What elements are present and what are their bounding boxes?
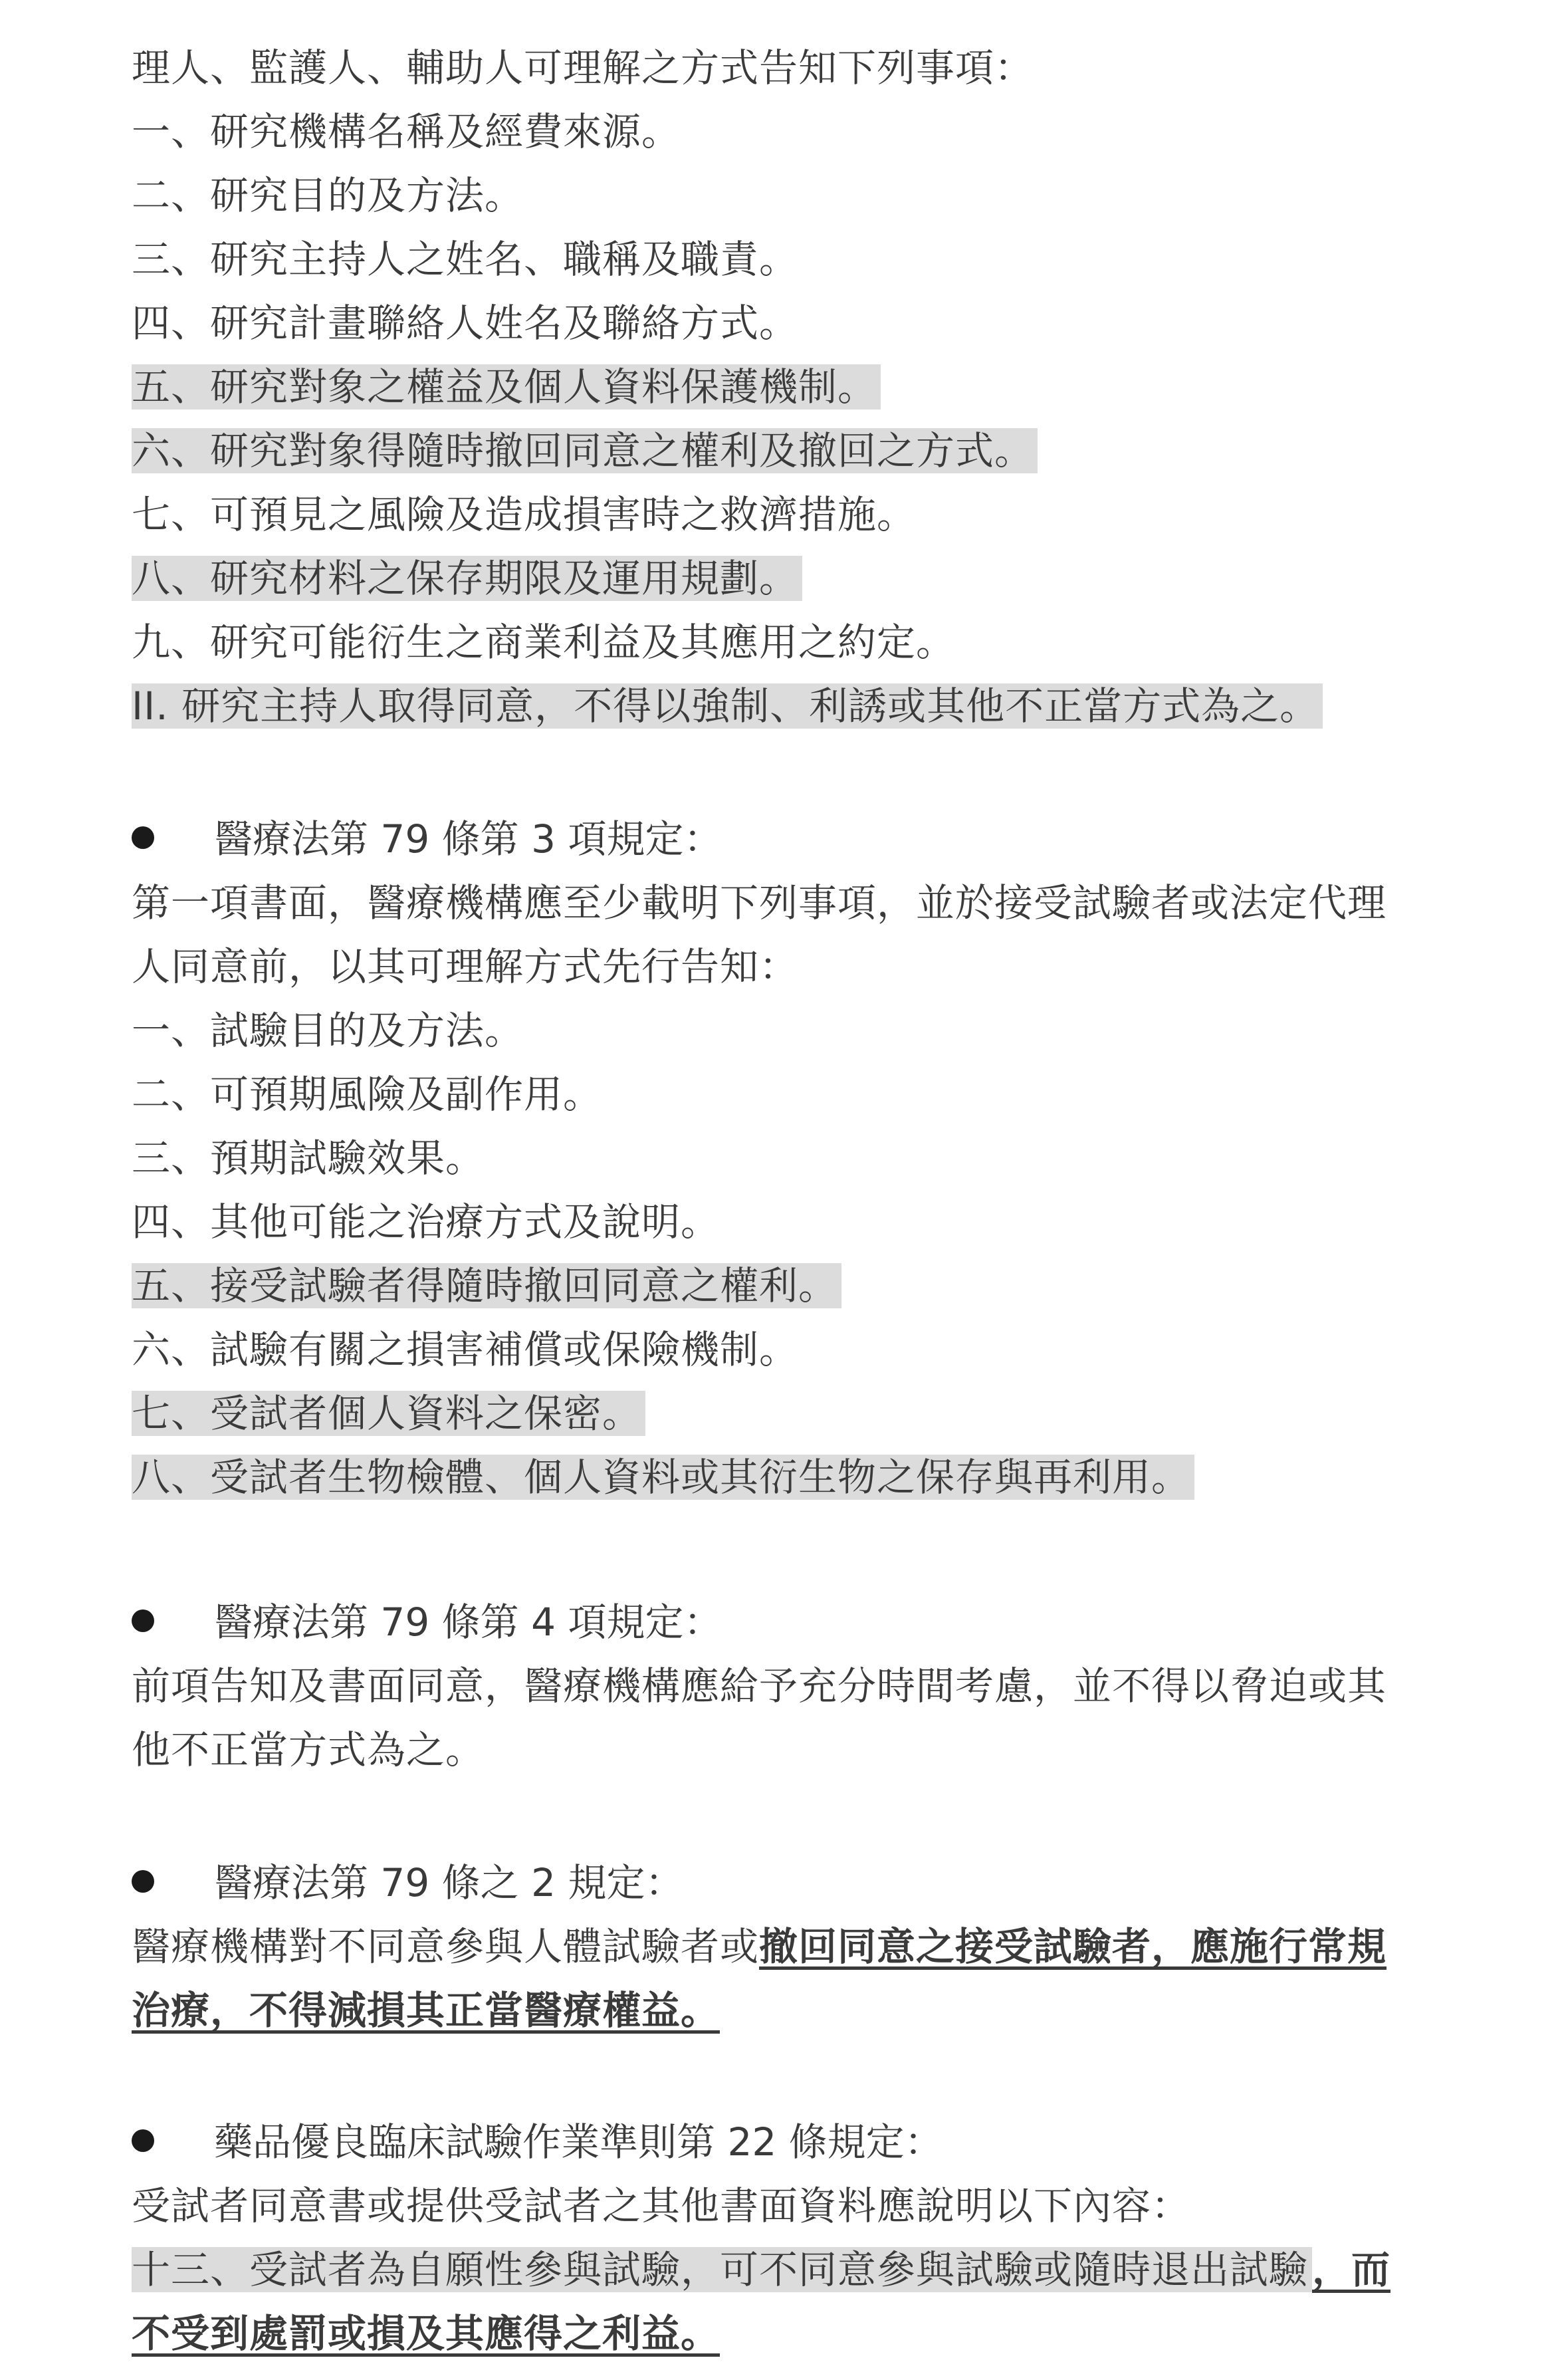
highlight: 五、接受試驗者得隨時撤回同意之權利。 — [132, 1263, 841, 1308]
bullet-icon — [132, 2129, 154, 2152]
bullet-icon — [132, 1870, 154, 1893]
highlight: 五、研究對象之權益及個人資料保護機制。 — [132, 364, 881, 410]
section2-heading — [132, 812, 722, 866]
highlight: 七、受試者個人資料之保密。 — [132, 1391, 645, 1436]
section1-item-2: 二、研究目的及方法。 — [132, 173, 524, 218]
section1-item-8 — [132, 552, 802, 605]
highlight: 六、研究對象得隨時撤回同意之權利及撤回之方式。 — [132, 428, 1038, 473]
section2-item-2: 二、可預期風險及副作用。 — [132, 1072, 603, 1117]
section3-heading-text: 醫療法第 79 條第 4 項規定： — [214, 1600, 722, 1645]
section2-item-1: 一、試驗目的及方法。 — [132, 1008, 524, 1053]
section5-heading — [132, 2115, 943, 2169]
section1-item-ii — [132, 679, 1323, 733]
section3-heading — [132, 1596, 722, 1649]
section4-para-line1 — [132, 1920, 1387, 1973]
section1-item-6 — [132, 424, 1038, 477]
section1-item-9: 九、研究可能衍生之商業利益及其應用之約定。 — [132, 620, 956, 665]
highlight: 八、研究材料之保存期限及運用規劃。 — [132, 556, 802, 601]
highlight: II. 研究主持人取得同意，不得以強制、利誘或其他不正當方式為之。 — [132, 683, 1323, 729]
section2-item-7 — [132, 1387, 645, 1440]
highlight: 十三、受試者為自願性參與試驗，可不同意參與試驗或隨時退出試驗 — [132, 2247, 1312, 2292]
section3-para-line1: 前項告知及書面同意，醫療機構應給予充分時間考慮，並不得以脅迫或其 — [132, 1663, 1387, 1709]
section5-heading-text: 藥品優良臨床試驗作業準則第 22 條規定： — [214, 2119, 943, 2165]
section1-item-4: 四、研究計畫聯絡人姓名及聯絡方式。 — [132, 300, 799, 346]
section1-intro: 理人、監護人、輔助人可理解之方式告知下列事項： — [132, 45, 1034, 90]
section4-para-emphasis: 撤回同意之接受試驗者，應施行常規 — [759, 1924, 1387, 1969]
bullet-icon — [132, 826, 154, 849]
section2-item-4: 四、其他可能之治療方式及說明。 — [132, 1199, 721, 1245]
section2-item-5 — [132, 1259, 841, 1312]
section2-para-line2: 人同意前，以其可理解方式先行告知： — [132, 944, 799, 989]
section1-item-1: 一、研究機構名稱及經費來源。 — [132, 109, 681, 154]
section4-para-plain: 醫療機構對不同意參與人體試驗者或 — [132, 1924, 760, 1969]
section1-item-5 — [132, 360, 881, 414]
section2-item-6: 六、試驗有關之損害補償或保險機制。 — [132, 1327, 799, 1372]
section2-heading-text: 醫療法第 79 條第 3 項規定： — [214, 816, 722, 862]
section5-item-13-emphasis: 不受到處罰或損及其應得之利益。 — [132, 2311, 721, 2356]
section1-item-3: 三、研究主持人之姓名、職稱及職責。 — [132, 237, 799, 282]
bullet-icon — [132, 1609, 154, 1632]
section4-para-emphasis: 治療，不得減損其正當醫療權益。 — [132, 1988, 721, 2033]
section4-para-line2 — [132, 1984, 720, 2037]
section4-heading-text: 醫療法第 79 條之 2 規定： — [214, 1860, 684, 1905]
section4-heading — [132, 1856, 683, 1909]
section5-item-13-line2 — [132, 2307, 720, 2360]
section3-para-line2: 他不正當方式為之。 — [132, 1727, 485, 1772]
section1-item-7: 七、可預見之風險及造成損害時之救濟措施。 — [132, 492, 917, 537]
section5-para-line1: 受試者同意書或提供受試者之其他書面資料應說明以下內容： — [132, 2183, 1191, 2228]
section5-item-13-line1 — [132, 2243, 1390, 2296]
section2-item-3: 三、預期試驗效果。 — [132, 1135, 485, 1181]
highlight: 八、受試者生物檢體、個人資料或其衍生物之保存與再利用。 — [132, 1455, 1194, 1500]
section2-item-8 — [132, 1451, 1194, 1504]
section2-para-line1: 第一項書面，醫療機構應至少載明下列事項，並於接受試驗者或法定代理 — [132, 880, 1387, 925]
section5-item-13-emphasis: ，而 — [1312, 2247, 1391, 2292]
